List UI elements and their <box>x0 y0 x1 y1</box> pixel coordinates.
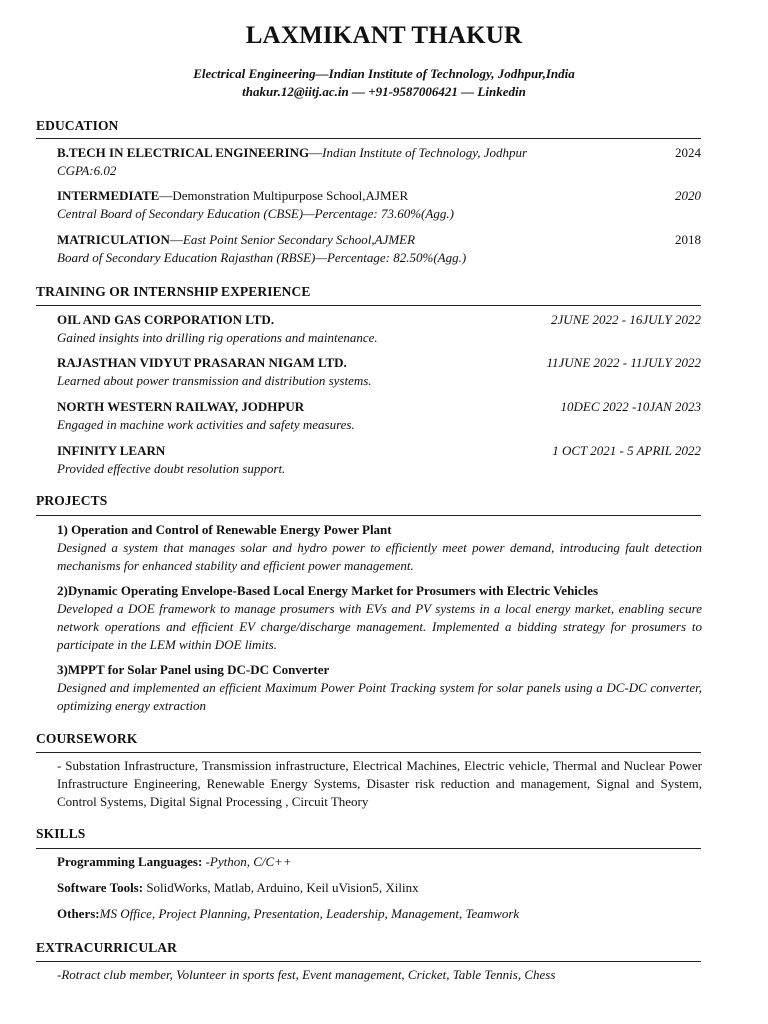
section-rule <box>36 848 701 849</box>
education-item <box>57 144 701 162</box>
project-title: 3)MPPT for Solar Panel using DC-DC Converter <box>57 662 330 677</box>
extracurricular-list: -Rotract club member, Volunteer in sports fest, Event management, Cricket, Table Tennis, Chess <box>57 967 556 982</box>
project-title: 1) Operation and Control of Renewable Energy Power Plant <box>57 522 392 537</box>
skill-row <box>57 853 701 871</box>
separator: — <box>309 145 323 160</box>
education-detail: Central Board of Secondary Education (CBSE)—Percentage: 73.60%(Agg.) <box>57 206 454 221</box>
training-org: RAJASTHAN VIDYUT PRASARAN NIGAM LTD. <box>57 355 347 370</box>
section-rule <box>36 305 701 306</box>
section-rule <box>36 961 701 962</box>
education-year: 2024 <box>675 145 701 160</box>
training-desc: Engaged in machine work activities and safety measures. <box>57 417 355 432</box>
section-rule <box>36 138 701 139</box>
section-title-extracurricular: EXTRACURRICULAR <box>36 940 178 955</box>
education-detail: CGPA:6.02 <box>57 163 117 178</box>
section-title-education: EDUCATION <box>36 118 119 133</box>
training-desc: Gained insights into drilling rig operations and maintenance. <box>57 330 378 345</box>
section-rule <box>36 752 701 753</box>
skill-value: -Python, C/C++ <box>202 854 292 869</box>
education-item <box>57 231 701 249</box>
section-rule <box>36 515 701 516</box>
candidate-name: LAXMIKANT THAKUR <box>245 22 523 49</box>
separator: — <box>169 232 183 247</box>
project-desc: Designed and implemented an efficient Maximum Power Point Tracking system for solar panels using a DC-DC converter, optimizing energy extraction <box>57 680 702 713</box>
training-desc: Learned about power transmission and distribution systems. <box>57 373 372 388</box>
training-org: NORTH WESTERN RAILWAY, JODHPUR <box>57 399 305 414</box>
section-title-coursework: COURSEWORK <box>36 731 138 746</box>
institution: Indian Institute of Technology, Jodhpur <box>322 145 528 160</box>
institution: Demonstration Multipurpose School,AJMER <box>172 188 409 203</box>
education-year: 2020 <box>675 188 701 203</box>
training-org: INFINITY LEARN <box>57 443 166 458</box>
skill-row <box>57 879 701 897</box>
skill-label: Programming Languages: <box>57 854 203 869</box>
header-affiliation: Electrical Engineering—Indian Institute of Technology, Jodhpur,India <box>193 66 575 81</box>
section-title-training: TRAINING OR INTERNSHIP EXPERIENCE <box>36 284 311 299</box>
coursework-list: - Substation Infrastructure, Transmission infrastructure, Electrical Machines, Electric vehicle, Thermal and Nuclear Power Infrastructure Engineering, Renewable Energy Systems, Disaster risk reduction and management, Signal and System, Control Systems, Digital Signal Processing , Circuit Theory <box>57 758 702 809</box>
training-dates: 2JUNE 2022 - 16JULY 2022 <box>551 312 701 327</box>
section-title-skills: SKILLS <box>36 826 86 841</box>
training-dates: 10DEC 2022 -10JAN 2023 <box>560 399 701 414</box>
header-contact: thakur.12@iitj.ac.in — +91-9587006421 — Linkedin <box>242 84 526 99</box>
education-year: 2018 <box>675 232 701 247</box>
training-desc: Provided effective doubt resolution support. <box>57 461 286 476</box>
skill-row <box>57 905 701 923</box>
project-title: 2)Dynamic Operating Envelope-Based Local Energy Market for Prosumers with Electric Vehicles <box>57 583 599 598</box>
degree: MATRICULATION <box>57 232 170 247</box>
training-dates: 1 OCT 2021 - 5 APRIL 2022 <box>552 443 701 458</box>
project-desc: Developed a DOE framework to manage prosumers with EVs and PV systems in a local energy market, enabling secure network operations and efficient EV charge/discharge management. Implemented a bidding strategy for prosumers to participate in the LEM within DOE limits. <box>57 601 702 652</box>
section-title-projects: PROJECTS <box>36 493 108 508</box>
skill-label: Software Tools: <box>57 880 144 895</box>
education-item <box>57 187 701 205</box>
training-org: OIL AND GAS CORPORATION LTD. <box>57 312 275 327</box>
project-desc: Designed a system that manages solar and hydro power to efficiently meet power demand, introducing fault detection mechanisms for enhanced stability and efficient power management. <box>57 540 702 573</box>
degree: INTERMEDIATE <box>57 188 160 203</box>
skill-label: Others: <box>57 906 100 921</box>
skill-value: MS Office, Project Planning, Presentation, Leadership, Management, Teamwork <box>99 906 520 921</box>
education-detail: Board of Secondary Education Rajasthan (RBSE)—Percentage: 82.50%(Agg.) <box>57 250 467 265</box>
separator: — <box>159 188 173 203</box>
institution: East Point Senior Secondary School,AJMER <box>182 232 416 247</box>
training-dates: 11JUNE 2022 - 11JULY 2022 <box>546 355 701 370</box>
skill-value: SolidWorks, Matlab, Arduino, Keil uVision5, Xilinx <box>143 880 419 895</box>
degree: B.TECH IN ELECTRICAL ENGINEERING <box>57 145 310 160</box>
